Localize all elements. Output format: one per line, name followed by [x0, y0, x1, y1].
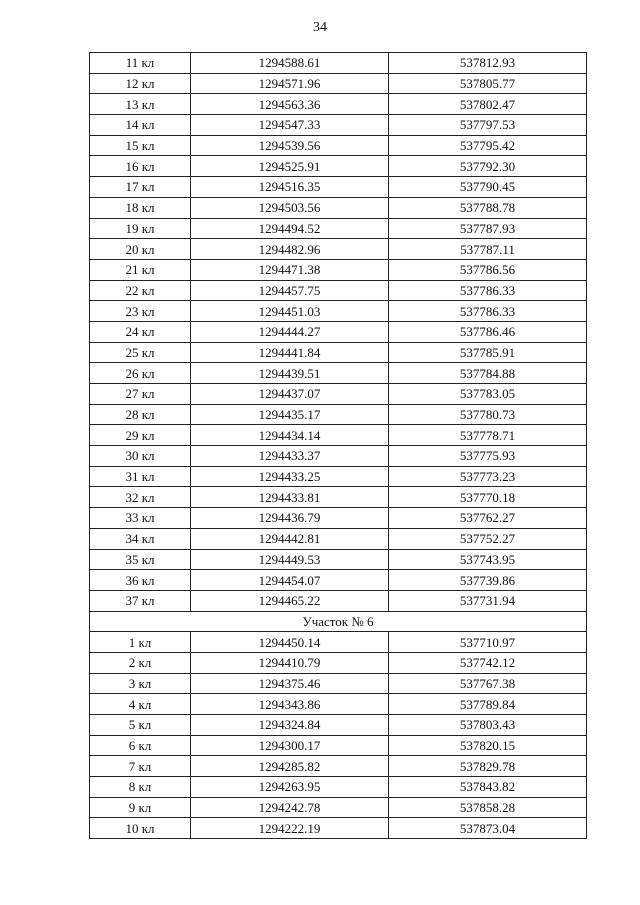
y-coordinate: 537829.78 [389, 756, 587, 777]
table-row [90, 570, 587, 591]
page-number: 34 [313, 20, 327, 35]
table-row [90, 652, 587, 673]
y-coordinate: 537788.78 [389, 197, 587, 218]
table-row [90, 466, 587, 487]
x-coordinate: 1294525.91 [191, 156, 389, 177]
table-row [90, 259, 587, 280]
y-coordinate: 537784.88 [389, 363, 587, 384]
section-6-rows [90, 632, 587, 839]
y-coordinate: 537873.04 [389, 818, 587, 839]
x-coordinate: 1294375.46 [191, 673, 389, 694]
y-coordinate: 537792.30 [389, 156, 587, 177]
x-coordinate: 1294263.95 [191, 777, 389, 798]
x-coordinate: 1294563.36 [191, 94, 389, 115]
x-coordinate: 1294437.07 [191, 384, 389, 405]
point-label: 31 кл [90, 466, 191, 487]
section-5-rows [90, 53, 587, 612]
x-coordinate: 1294482.96 [191, 239, 389, 260]
x-coordinate: 1294449.53 [191, 549, 389, 570]
table-row [90, 715, 587, 736]
x-coordinate: 1294300.17 [191, 735, 389, 756]
y-coordinate: 537773.23 [389, 466, 587, 487]
y-coordinate: 537743.95 [389, 549, 587, 570]
x-coordinate: 1294410.79 [191, 652, 389, 673]
point-label: 21 кл [90, 259, 191, 280]
x-coordinate: 1294324.84 [191, 715, 389, 736]
point-label: 15 кл [90, 135, 191, 156]
x-coordinate: 1294242.78 [191, 797, 389, 818]
table-row [90, 135, 587, 156]
point-label: 24 кл [90, 321, 191, 342]
x-coordinate: 1294588.61 [191, 53, 389, 74]
table-row [90, 590, 587, 611]
x-coordinate: 1294539.56 [191, 135, 389, 156]
y-coordinate: 537785.91 [389, 342, 587, 363]
table-row [90, 218, 587, 239]
x-coordinate: 1294436.79 [191, 508, 389, 529]
point-label: 12 кл [90, 73, 191, 94]
y-coordinate: 537803.43 [389, 715, 587, 736]
x-coordinate: 1294516.35 [191, 177, 389, 198]
y-coordinate: 537843.82 [389, 777, 587, 798]
x-coordinate: 1294439.51 [191, 363, 389, 384]
x-coordinate: 1294471.38 [191, 259, 389, 280]
point-label: 32 кл [90, 487, 191, 508]
x-coordinate: 1294222.19 [191, 818, 389, 839]
section-title: Участок № 6 [90, 611, 587, 632]
y-coordinate: 537778.71 [389, 425, 587, 446]
table-row [90, 94, 587, 115]
table-row [90, 487, 587, 508]
point-label: 19 кл [90, 218, 191, 239]
table-row [90, 321, 587, 342]
y-coordinate: 537790.45 [389, 177, 587, 198]
y-coordinate: 537820.15 [389, 735, 587, 756]
y-coordinate: 537786.33 [389, 301, 587, 322]
table-row [90, 197, 587, 218]
table-row [90, 756, 587, 777]
point-label: 34 кл [90, 528, 191, 549]
y-coordinate: 537742.12 [389, 652, 587, 673]
y-coordinate: 537780.73 [389, 404, 587, 425]
x-coordinate: 1294285.82 [191, 756, 389, 777]
table-row [90, 177, 587, 198]
y-coordinate: 537739.86 [389, 570, 587, 591]
table-row [90, 694, 587, 715]
section-6-header [90, 611, 587, 632]
point-label: 17 кл [90, 177, 191, 198]
table-row [90, 156, 587, 177]
table-row [90, 404, 587, 425]
x-coordinate: 1294454.07 [191, 570, 389, 591]
x-coordinate: 1294503.56 [191, 197, 389, 218]
point-label: 30 кл [90, 446, 191, 467]
table-row [90, 115, 587, 136]
y-coordinate: 537786.56 [389, 259, 587, 280]
y-coordinate: 537795.42 [389, 135, 587, 156]
point-label: 1 кл [90, 632, 191, 653]
point-label: 13 кл [90, 94, 191, 115]
point-label: 20 кл [90, 239, 191, 260]
x-coordinate: 1294457.75 [191, 280, 389, 301]
table-row [90, 818, 587, 839]
point-label: 29 кл [90, 425, 191, 446]
point-label: 23 кл [90, 301, 191, 322]
x-coordinate: 1294434.14 [191, 425, 389, 446]
point-label: 10 кл [90, 818, 191, 839]
point-label: 28 кл [90, 404, 191, 425]
x-coordinate: 1294444.27 [191, 321, 389, 342]
x-coordinate: 1294547.33 [191, 115, 389, 136]
point-label: 2 кл [90, 652, 191, 673]
x-coordinate: 1294451.03 [191, 301, 389, 322]
y-coordinate: 537767.38 [389, 673, 587, 694]
table-row [90, 528, 587, 549]
table-row [90, 446, 587, 467]
point-label: 37 кл [90, 590, 191, 611]
table-row [90, 797, 587, 818]
point-label: 7 кл [90, 756, 191, 777]
point-label: 11 кл [90, 53, 191, 74]
x-coordinate: 1294441.84 [191, 342, 389, 363]
y-coordinate: 537770.18 [389, 487, 587, 508]
table-row [90, 53, 587, 74]
coordinates-table [89, 52, 587, 839]
table-row [90, 508, 587, 529]
table-row [90, 384, 587, 405]
y-coordinate: 537783.05 [389, 384, 587, 405]
table-row [90, 632, 587, 653]
point-label: 16 кл [90, 156, 191, 177]
y-coordinate: 537786.46 [389, 321, 587, 342]
point-label: 14 кл [90, 115, 191, 136]
y-coordinate: 537787.93 [389, 218, 587, 239]
point-label: 8 кл [90, 777, 191, 798]
x-coordinate: 1294442.81 [191, 528, 389, 549]
table-row [90, 735, 587, 756]
table-row [90, 777, 587, 798]
table-row [90, 301, 587, 322]
y-coordinate: 537802.47 [389, 94, 587, 115]
table-row [90, 239, 587, 260]
table-row [90, 280, 587, 301]
x-coordinate: 1294494.52 [191, 218, 389, 239]
point-label: 5 кл [90, 715, 191, 736]
y-coordinate: 537710.97 [389, 632, 587, 653]
table-row [90, 549, 587, 570]
x-coordinate: 1294571.96 [191, 73, 389, 94]
point-label: 6 кл [90, 735, 191, 756]
x-coordinate: 1294450.14 [191, 632, 389, 653]
point-label: 22 кл [90, 280, 191, 301]
point-label: 18 кл [90, 197, 191, 218]
point-label: 33 кл [90, 508, 191, 529]
x-coordinate: 1294435.17 [191, 404, 389, 425]
y-coordinate: 537731.94 [389, 590, 587, 611]
table-row [90, 363, 587, 384]
table-row [90, 73, 587, 94]
y-coordinate: 537752.27 [389, 528, 587, 549]
section-header-row [90, 611, 587, 632]
point-label: 3 кл [90, 673, 191, 694]
y-coordinate: 537812.93 [389, 53, 587, 74]
x-coordinate: 1294343.86 [191, 694, 389, 715]
point-label: 35 кл [90, 549, 191, 570]
y-coordinate: 537786.33 [389, 280, 587, 301]
table-row [90, 425, 587, 446]
y-coordinate: 537762.27 [389, 508, 587, 529]
point-label: 4 кл [90, 694, 191, 715]
point-label: 36 кл [90, 570, 191, 591]
y-coordinate: 537789.84 [389, 694, 587, 715]
y-coordinate: 537805.77 [389, 73, 587, 94]
table-row [90, 342, 587, 363]
y-coordinate: 537797.53 [389, 115, 587, 136]
y-coordinate: 537858.28 [389, 797, 587, 818]
x-coordinate: 1294433.81 [191, 487, 389, 508]
y-coordinate: 537787.11 [389, 239, 587, 260]
point-label: 27 кл [90, 384, 191, 405]
y-coordinate: 537775.93 [389, 446, 587, 467]
x-coordinate: 1294465.22 [191, 590, 389, 611]
x-coordinate: 1294433.25 [191, 466, 389, 487]
point-label: 9 кл [90, 797, 191, 818]
table-row [90, 673, 587, 694]
point-label: 25 кл [90, 342, 191, 363]
x-coordinate: 1294433.37 [191, 446, 389, 467]
point-label: 26 кл [90, 363, 191, 384]
